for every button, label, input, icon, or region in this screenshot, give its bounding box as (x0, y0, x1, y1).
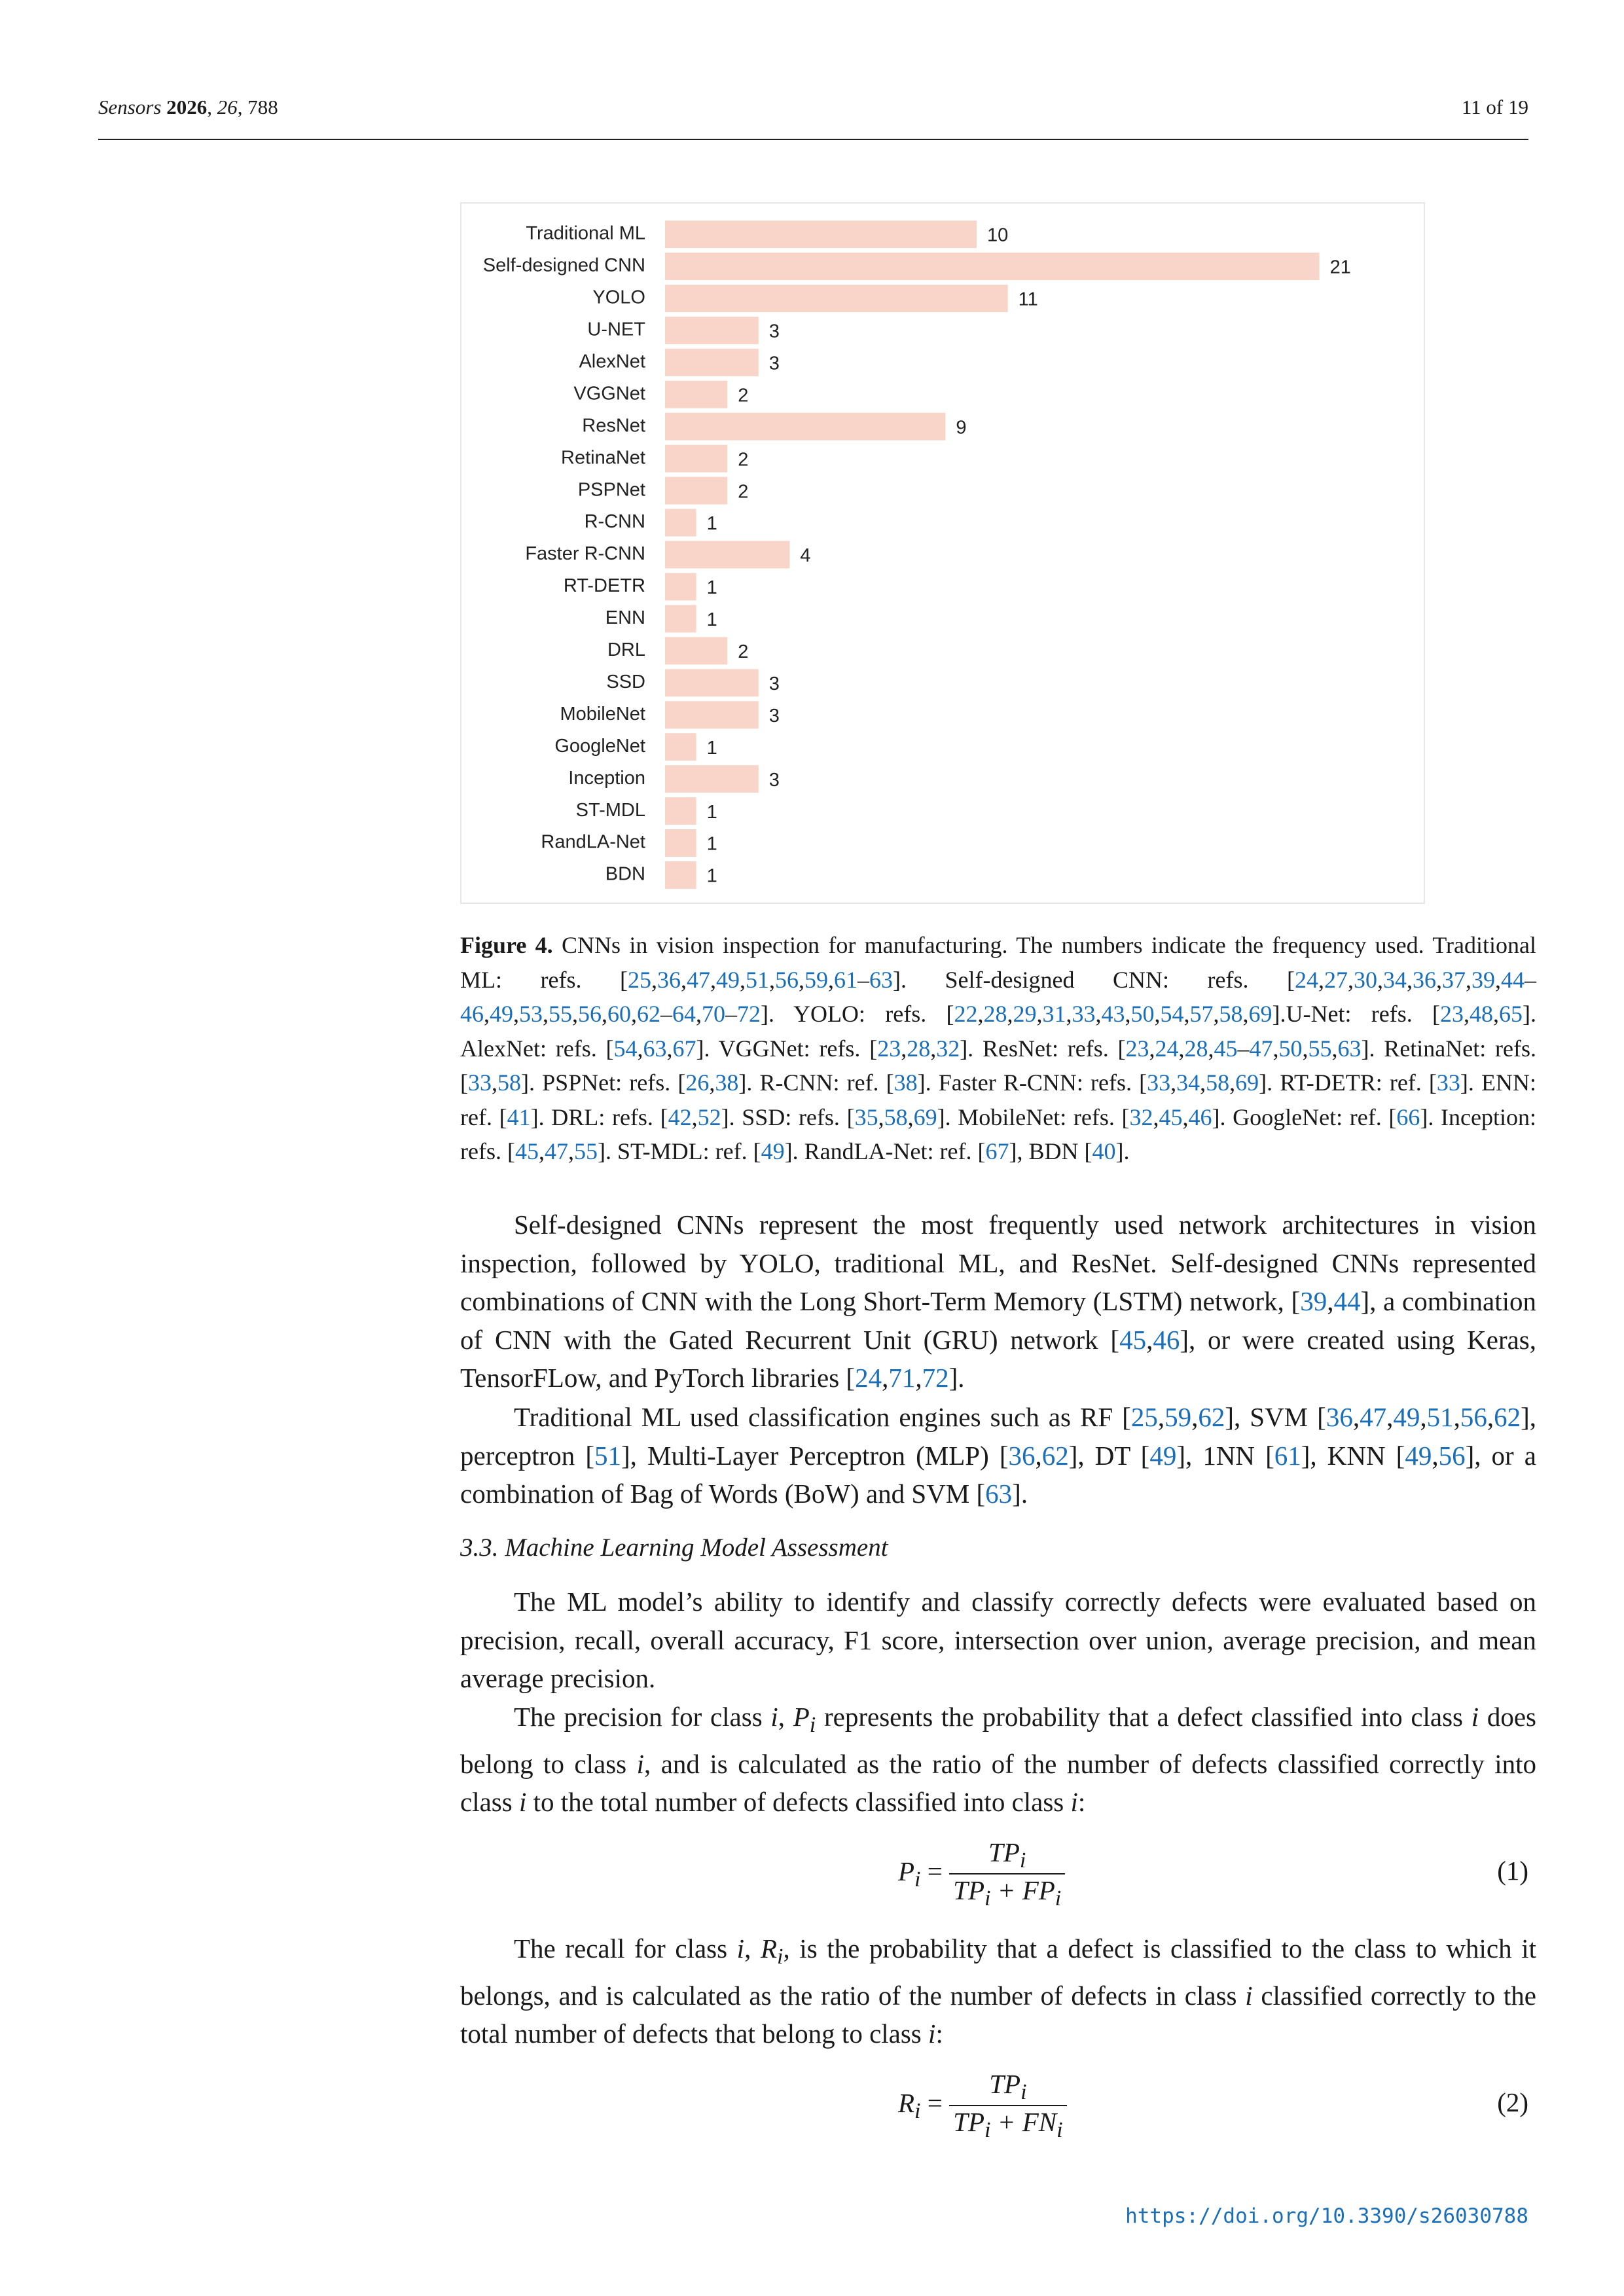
citation-link[interactable]: 37 (1441, 966, 1466, 993)
citation-link[interactable]: 47 (687, 966, 710, 993)
category-label: YOLO (592, 287, 645, 308)
citation-link[interactable]: 38 (715, 1069, 739, 1096)
journal-volume: 26 (217, 96, 238, 118)
citation-link[interactable]: 51 (1426, 1402, 1454, 1432)
citation-link[interactable]: 36 (1008, 1440, 1036, 1471)
citation-link[interactable]: 55 (573, 1138, 598, 1164)
category-label: ST-MDL (575, 799, 645, 821)
category-label: PSPNet (577, 479, 645, 501)
bar (665, 637, 727, 664)
citation-link[interactable]: 58 (1219, 1001, 1243, 1027)
citation-link[interactable]: 28 (983, 1001, 1007, 1027)
data-label: 3 (768, 673, 780, 694)
equation-2-numerator: $TP_i$ (989, 2069, 1027, 2105)
category-label: MobileNet (560, 703, 645, 725)
citation-link[interactable]: 45 (1119, 1324, 1147, 1355)
equation-2-lhs: $R_i$ = (898, 2088, 943, 2124)
citation-link[interactable]: 54 (613, 1035, 638, 1062)
citation-link[interactable]: 50 (1278, 1035, 1303, 1062)
citation-link[interactable]: 23 (1125, 1035, 1149, 1062)
data-label: 2 (738, 481, 749, 503)
citation-link[interactable]: 32 (936, 1035, 960, 1062)
citation-link[interactable]: 46 (460, 1001, 484, 1027)
equation-1 (898, 1837, 1065, 1911)
category-label: ENN (605, 607, 645, 629)
citation-link[interactable]: 43 (1101, 1001, 1125, 1027)
citation-link[interactable]: 61 (834, 966, 857, 993)
figure-caption-text: CNNs in vision inspection for manufacturing. The numbers indicate the frequency used. Traditional ML: refs. [25,36,47,49,51,56,59,61–63]. Self-designed CNN: refs. [24,27,30,34,36,37,39,44–46,49,53,55,56,60,62–64,70–72]. YOLO: refs. [22,28,29,31,33,43,50,54,57,58,69].U-Net: refs. [23,48,65]. AlexNet: refs. [54,63,67]. VGGNet: refs. [23,28,32]. ResNet: refs. [23,24,28,45–47,50,55,63]. RetinaNet: refs. [33,58]. PSPNet: refs. [26,38]. R-CNN: ref. [38]. Faster R-CNN: refs. [33,34,58,69]. RT-DETR: ref. [33]. ENN: ref. [41]. DRL: refs. [42,52]. SSD: refs. [35,58,69]. MobileNet: refs. [32,45,46]. GoogleNet: ref. [66]. Inception: refs. [45,47,55]. ST-MDL: ref. [49]. RandLA-Net: ref. [67], BDN [40]. (460, 932, 1537, 1164)
citation-link[interactable]: 59 (1164, 1402, 1192, 1432)
category-label: U-NET (587, 319, 645, 340)
citation-link[interactable]: 48 (1470, 1001, 1493, 1027)
citation-link[interactable]: 36 (657, 966, 681, 993)
citation-link[interactable]: 71 (888, 1363, 916, 1393)
category-label: BDN (605, 863, 645, 885)
citation-link[interactable]: 66 (1396, 1103, 1420, 1130)
citation-link[interactable]: 22 (954, 1001, 978, 1027)
paragraph-5: The recall for class i, $R_i$, is the probability that a defect is classified to the class to which it belongs, and is calculated as the ratio of the number of defects in class i classified correctly to the total number of defects that belong to class i: (460, 1933, 1536, 2049)
citation-link[interactable]: 69 (913, 1103, 937, 1130)
citation-link[interactable]: 47 (544, 1138, 568, 1164)
data-label: 1 (706, 513, 717, 535)
bar (665, 605, 696, 632)
category-label: GoogleNet (554, 735, 645, 757)
section-heading: 3.3. Machine Learning Model Assessment (460, 1534, 888, 1562)
citation-link[interactable]: 51 (594, 1440, 622, 1471)
citation-link[interactable]: 56 (578, 1001, 602, 1027)
data-label: 3 (768, 705, 780, 726)
citation-link[interactable]: 63 (643, 1035, 667, 1062)
citation-link[interactable]: 59 (804, 966, 828, 993)
citation-link[interactable]: 46 (1188, 1103, 1212, 1130)
running-header: Sensors 2026, 26, 788 (98, 96, 278, 118)
citation-link[interactable]: 47 (1360, 1402, 1387, 1432)
category-label: Faster R-CNN (525, 543, 645, 565)
citation-link[interactable]: 39 (1471, 966, 1495, 993)
data-label: 4 (800, 545, 811, 567)
bar-chart (460, 202, 1425, 904)
category-label: ResNet (582, 415, 645, 437)
citation-link[interactable]: 26 (685, 1069, 710, 1096)
category-label: AlexNet (579, 351, 645, 372)
bar (665, 317, 759, 344)
citation-link[interactable]: 40 (1092, 1138, 1116, 1164)
data-label: 21 (1329, 257, 1351, 278)
citation-link[interactable]: 24 (1155, 1035, 1179, 1062)
citation-link[interactable]: 24 (855, 1363, 882, 1393)
citation-link[interactable]: 38 (893, 1069, 918, 1096)
category-label: VGGNet (573, 383, 645, 404)
bar (665, 829, 696, 857)
citation-link[interactable]: 45 (1159, 1103, 1183, 1130)
citation-link[interactable]: 55 (1308, 1035, 1332, 1062)
citation-link[interactable]: 69 (1235, 1069, 1259, 1096)
citation-link[interactable]: 23 (877, 1035, 901, 1062)
citation-link[interactable]: 41 (507, 1103, 531, 1130)
citation-link[interactable]: 32 (1129, 1103, 1153, 1130)
bar (665, 221, 977, 248)
citation-link[interactable]: 49 (716, 966, 740, 993)
bar (665, 765, 759, 793)
citation-link[interactable]: 63 (985, 1479, 1013, 1509)
paragraph-1: Self-designed CNNs represent the most frequently used network architectures in vision inspection, followed by YOLO, traditional ML, and ResNet. Self-designed CNNs represented combinations of CNN with the Long Short-Term Memory (LSTM) network, [39,44], a combination of CNN with the Gated Recurrent Unit (GRU) network [45,46], or were created using Keras, TensorFLow, and PyTorch libraries [24,71,72]. (460, 1210, 1536, 1393)
page-number: 11 of 19 (1461, 96, 1528, 118)
citation-link[interactable]: 58 (497, 1069, 521, 1096)
bar (665, 701, 759, 728)
equation-2-denominator: $TP_i + FN_i$ (949, 2105, 1066, 2143)
data-label: 3 (768, 353, 780, 374)
citation-link[interactable]: 46 (1153, 1324, 1180, 1355)
citation-link[interactable]: 72 (922, 1363, 949, 1393)
citation-link[interactable]: 67 (672, 1035, 696, 1062)
citation-link[interactable]: 53 (519, 1001, 543, 1027)
data-label: 1 (706, 801, 717, 823)
citation-link[interactable]: 27 (1324, 966, 1348, 993)
citation-link[interactable]: 69 (1248, 1001, 1272, 1027)
citation-link[interactable]: 45 (514, 1138, 539, 1164)
citation-link[interactable]: 33 (1147, 1069, 1171, 1096)
bar (665, 669, 759, 696)
citation-link[interactable]: 34 (1382, 966, 1407, 993)
citation-link[interactable]: 42 (668, 1103, 692, 1130)
citation-link[interactable]: 61 (1274, 1440, 1301, 1471)
citation-link[interactable]: 36 (1326, 1402, 1353, 1432)
citation-link[interactable]: 52 (697, 1103, 721, 1130)
category-label: DRL (607, 639, 645, 661)
data-label: 1 (706, 609, 717, 631)
citation-link[interactable]: 57 (1189, 1001, 1214, 1027)
equation-2-fraction (949, 2068, 1066, 2143)
equation-1-denominator: $TP_i + FP_i$ (949, 1873, 1065, 1911)
citation-link[interactable]: 58 (884, 1103, 908, 1130)
data-label: 3 (768, 769, 780, 791)
citation-link[interactable]: 60 (607, 1001, 631, 1027)
data-label: 1 (706, 833, 717, 855)
citation-link[interactable]: 50 (1130, 1001, 1155, 1027)
bar (665, 797, 696, 825)
citation-link[interactable]: 30 (1353, 966, 1377, 993)
citation-link[interactable]: 33 (1072, 1001, 1096, 1027)
bar (665, 253, 1320, 280)
citation-link[interactable]: 25 (1130, 1402, 1158, 1432)
citation-link[interactable]: 55 (549, 1001, 572, 1027)
citation-link[interactable]: 23 (1440, 1001, 1464, 1027)
equation-1-number: (1) (1497, 1856, 1528, 1886)
equation-2 (898, 2068, 1067, 2143)
journal-name: Sensors (98, 96, 162, 118)
journal-year: 2026 (166, 96, 208, 118)
doi-link[interactable]: https://doi.org/10.3390/s26030788 (1125, 2204, 1528, 2228)
bar (665, 413, 945, 440)
category-label: Inception (568, 767, 645, 789)
data-label: 1 (706, 737, 717, 759)
citation-link[interactable]: 44 (1333, 1286, 1361, 1316)
bar (665, 445, 727, 473)
bar (665, 477, 727, 505)
article-number: 788 (247, 96, 278, 118)
bar-chart-svg (461, 204, 1426, 905)
citation-link[interactable]: 65 (1499, 1001, 1523, 1027)
data-label: 1 (706, 865, 717, 887)
equation-2-number: (2) (1497, 2087, 1528, 2117)
figure-caption (460, 928, 1536, 1169)
citation-link[interactable]: 62 (1494, 1402, 1521, 1432)
citation-link[interactable]: 62 (1041, 1440, 1069, 1471)
citation-link[interactable]: 24 (1294, 966, 1318, 993)
citation-link[interactable]: 33 (1436, 1069, 1460, 1096)
bar (665, 861, 696, 889)
citation-link[interactable]: 25 (628, 966, 651, 993)
citation-link[interactable]: 67 (985, 1138, 1009, 1164)
equation-1-numerator: $TP_i$ (988, 1837, 1026, 1873)
citation-link[interactable]: 31 (1042, 1001, 1066, 1027)
paragraph-2: Traditional ML used classification engines such as RF [25,59,62], SVM [36,47,49,51,56,62], perceptron [51], Multi-Layer Perceptron (MLP) [36,62], DT [49], 1NN [61], KNN [49,56], or a combination of Bag of Words (BoW) and SVM [63]. (460, 1402, 1536, 1509)
category-label: RandLA-Net (541, 831, 645, 853)
citation-link[interactable]: 39 (1300, 1286, 1327, 1316)
citation-link[interactable]: 63 (1337, 1035, 1362, 1062)
data-label: 2 (738, 641, 749, 663)
data-label: 1 (706, 577, 717, 599)
citation-link[interactable]: 64 (672, 1001, 696, 1027)
citation-link[interactable]: 56 (1460, 1402, 1487, 1432)
citation-link[interactable]: 36 (1412, 966, 1436, 993)
citation-link[interactable]: 44 (1500, 966, 1525, 993)
header-rule (98, 139, 1528, 140)
citation-link[interactable]: 35 (854, 1103, 878, 1130)
bar (665, 349, 759, 376)
category-label: RT-DETR (563, 575, 645, 597)
citation-link[interactable]: 56 (1438, 1440, 1466, 1471)
citation-link[interactable]: 49 (1405, 1440, 1432, 1471)
data-label: 2 (738, 449, 749, 471)
citation-link[interactable]: 45 (1214, 1035, 1238, 1062)
category-label: SSD (606, 671, 645, 692)
citation-link[interactable]: 54 (1160, 1001, 1184, 1027)
data-label: 3 (768, 321, 780, 342)
citation-link[interactable]: 56 (775, 966, 799, 993)
citation-link[interactable]: 49 (490, 1001, 513, 1027)
citation-link[interactable]: 62 (637, 1001, 660, 1027)
paragraph-3: The ML model’s ability to identify and classify correctly defects were evaluated based on precision, recall, overall accuracy, F1 score, intersection over union, average precision, and mean average precision. (460, 1587, 1536, 1693)
citation-link[interactable]: 49 (1149, 1440, 1177, 1471)
data-label: 11 (1018, 289, 1038, 310)
citation-link[interactable]: 62 (1198, 1402, 1225, 1432)
category-label: R-CNN (584, 511, 645, 533)
citation-link[interactable]: 47 (1249, 1035, 1273, 1062)
bar (665, 733, 696, 761)
citation-link[interactable]: 70 (702, 1001, 725, 1027)
category-label: Self-designed CNN (482, 255, 645, 276)
equation-1-fraction (949, 1837, 1065, 1911)
citation-link[interactable]: 49 (1393, 1402, 1420, 1432)
citation-link[interactable]: 49 (761, 1138, 785, 1164)
citation-link[interactable]: 51 (746, 966, 769, 993)
citation-link[interactable]: 72 (737, 1001, 761, 1027)
citation-link[interactable]: 58 (1206, 1069, 1230, 1096)
data-label: 10 (987, 224, 1009, 246)
data-label: 2 (738, 385, 749, 406)
bar (665, 541, 789, 569)
citation-link[interactable]: 34 (1176, 1069, 1200, 1096)
bar (665, 509, 696, 537)
paragraph-4: The precision for class i, $P_i$ represents the probability that a defect classified into class i does belong to class i, and is calculated as the ratio of the number of defects classified correctly into class i to the total number of defects classified into class i: (460, 1702, 1537, 1818)
citation-link[interactable]: 28 (1184, 1035, 1208, 1062)
bar (665, 285, 1008, 312)
equation-1-lhs: $P_i$ = (898, 1856, 943, 1892)
category-label: RetinaNet (561, 447, 645, 469)
bar (665, 573, 696, 600)
category-label: Traditional ML (526, 223, 645, 244)
citation-link[interactable]: 33 (468, 1069, 492, 1096)
data-label: 9 (956, 417, 967, 439)
citation-link[interactable]: 29 (1013, 1001, 1037, 1027)
citation-link[interactable]: 28 (907, 1035, 931, 1062)
figure-label: Figure 4. (460, 932, 553, 958)
bar (665, 381, 727, 408)
citation-link[interactable]: 63 (869, 966, 893, 993)
